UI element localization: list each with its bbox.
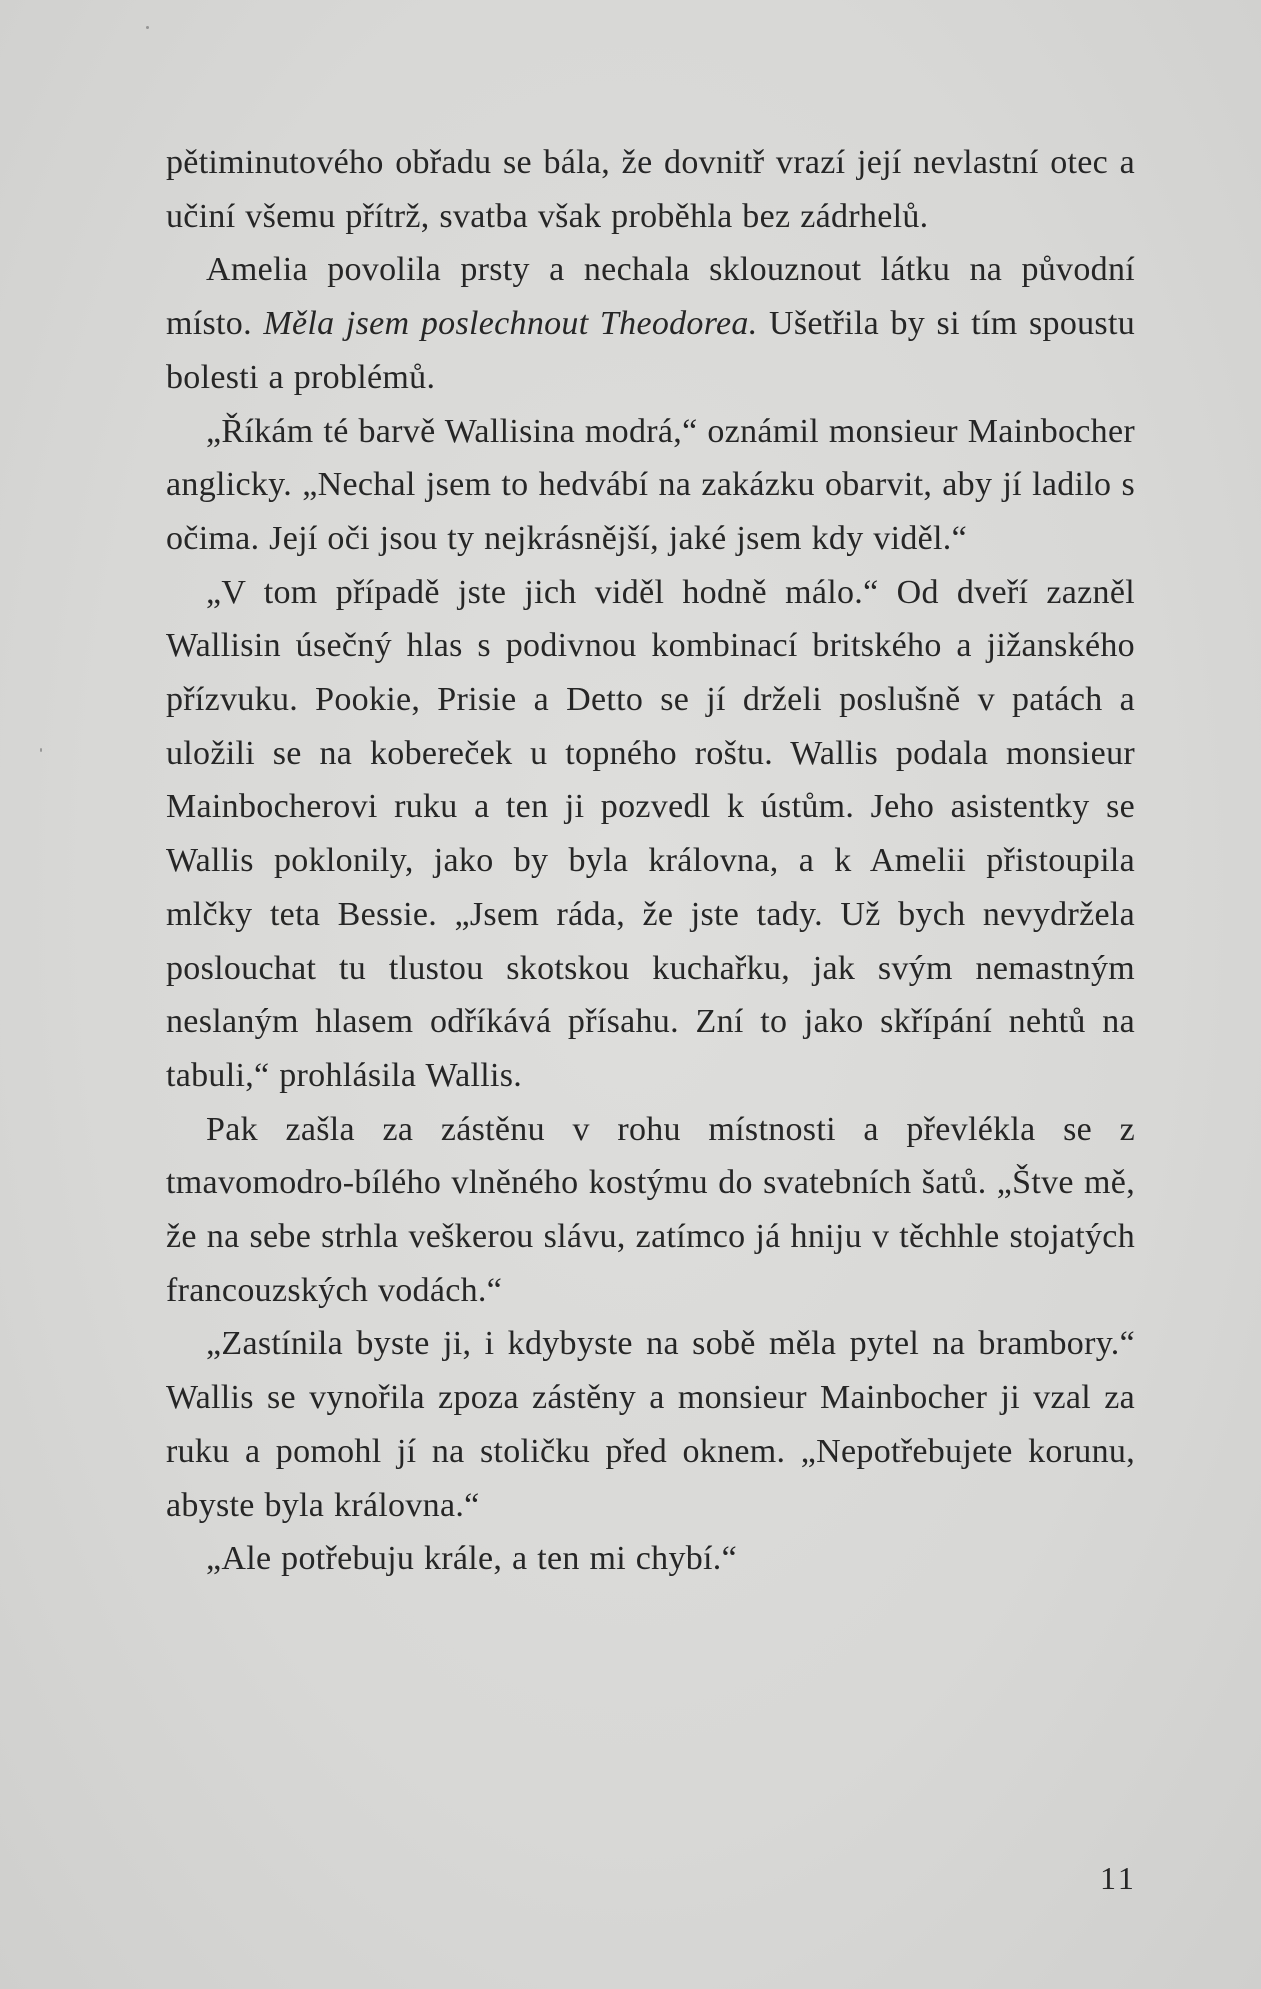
paragraph bbox=[166, 1532, 1135, 1586]
page-number: 11 bbox=[1100, 1860, 1137, 1896]
paragraph bbox=[166, 405, 1135, 566]
text-run: „Říkám té barvě Wallisina modrá,“ oznámil monsieur Mainbocher anglicky. „Nechal jsem to hedvábí na zakázku obarvit, aby jí ladilo s očima. Její oči jsou ty nejkrásnější, jaké jsem kdy viděl.“ bbox=[166, 412, 1135, 557]
text-run: pětiminutového obřadu se bála, že dovnitř vrazí její nevlastní otec a učiní všemu přítrž, svatba však proběhla bez zádrhelů. bbox=[166, 144, 1135, 235]
text-run: Ušetřila by si tím spoustu bolesti a problémů. bbox=[166, 305, 1135, 396]
paragraph bbox=[166, 566, 1135, 1103]
italic-thought: Měla jsem poslechnout Theodorea. bbox=[263, 305, 758, 343]
text-run: Pak zašla za zástěnu v rohu místnosti a převlékla se z tmavomodro-bílého vlněného kostýmu do svatebních šatů. „Štve mě, že na sebe strhla veškerou slávu, zatímco já hniju v těchhle stojatých francouzských vodách.“ bbox=[166, 1110, 1135, 1309]
paragraph bbox=[166, 1103, 1135, 1318]
paragraph bbox=[166, 243, 1135, 404]
text-run: „V tom případě jste jich viděl hodně málo.“ Od dveří zazněl Wallisin úsečný hlas s podivnou kombinací britského a jižanského přízvuku. Pookie, Prisie a Detto se jí drželi poslušně v patách a uložili se na kobereček u topného roštu. Wallis podala monsieur Mainbocherovi ruku a ten ji pozvedl k ústům. Jeho asistentky se Wallis poklonily, jako by byla královna, a k Amelii přistoupila mlčky teta Bessie. „Jsem ráda, že jste tady. Už bych nevydržela poslouchat tu tlustou skotskou kuchařku, jak svým nemastným neslaným hlasem odříkává přísahu. Zní to jako skřípání nehtů na tabuli,“ prohlásila Wallis. bbox=[166, 573, 1135, 1094]
paper-speck bbox=[40, 748, 42, 752]
paper-speck bbox=[146, 26, 149, 29]
paragraph bbox=[166, 1317, 1135, 1532]
text-run: „Ale potřebuju krále, a ten mi chybí.“ bbox=[206, 1540, 737, 1578]
text-run: Amelia povolila prsty a nechala sklouznout látku na původní místo. bbox=[166, 251, 1135, 343]
text-run: „Zastínila byste ji, i kdybyste na sobě měla pytel na brambory.“ Wallis se vynořila zpoza zástěny a monsieur Mainbocher ji vzal za ruku a pomohl jí na stoličku před oknem. „Nepotřebujete korunu, abyste byla královna.“ bbox=[166, 1325, 1135, 1524]
body-text bbox=[166, 136, 1135, 1586]
paragraph bbox=[166, 136, 1135, 243]
